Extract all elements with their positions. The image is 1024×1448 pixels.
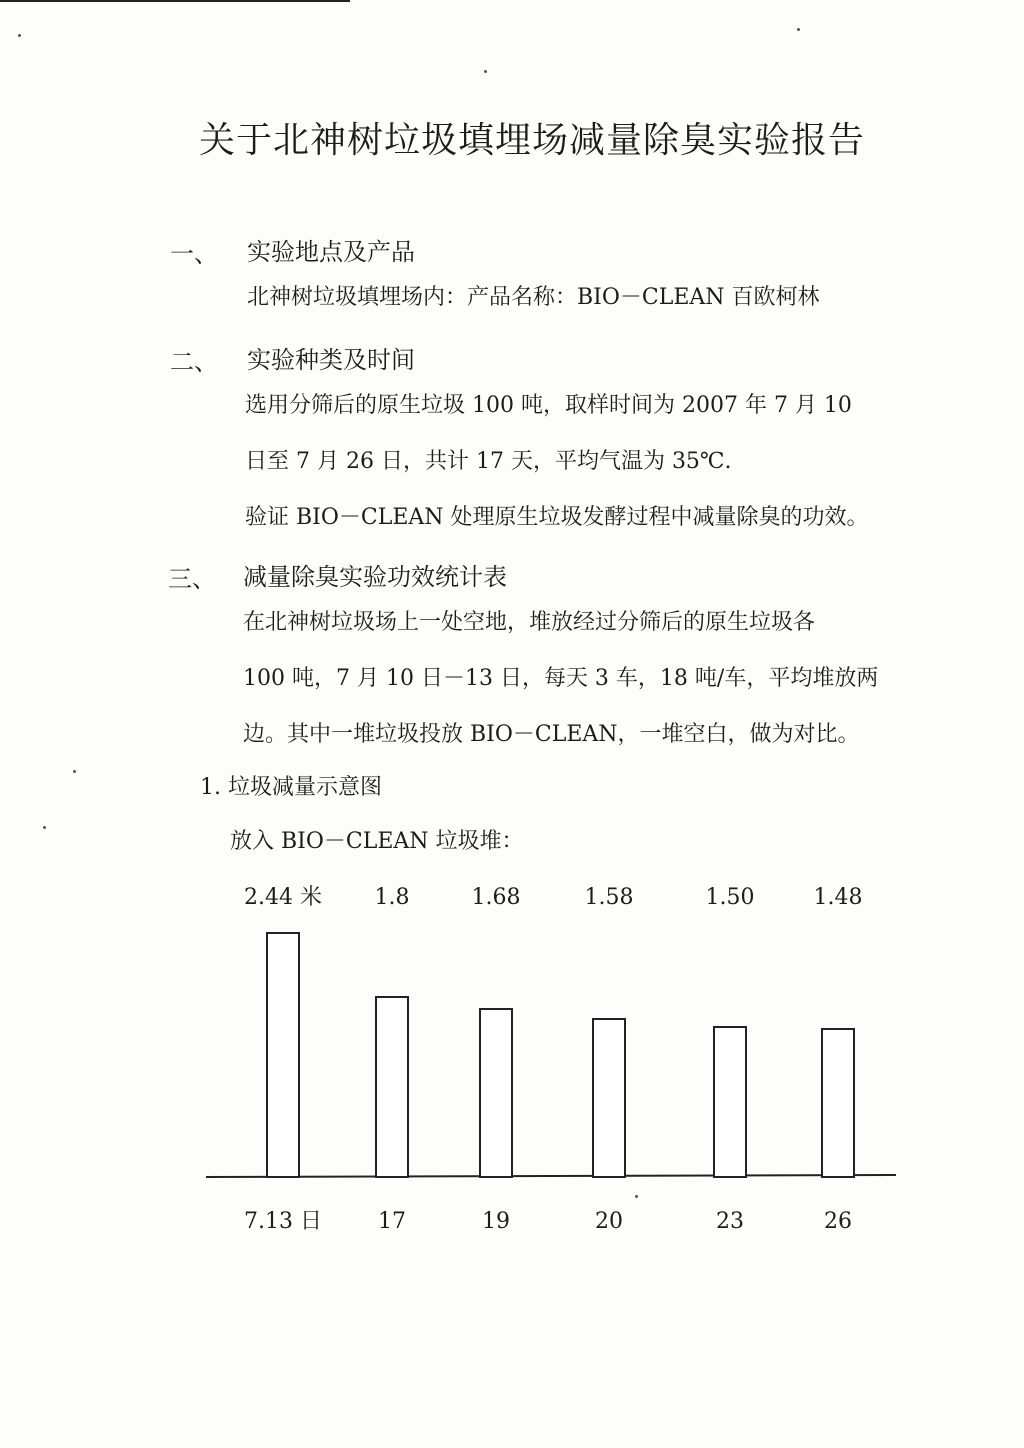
category-label: 19 — [482, 1209, 510, 1234]
category-label: 26 — [824, 1209, 852, 1234]
category-label: 20 — [595, 1209, 623, 1234]
bar — [593, 1019, 625, 1177]
scan-speck — [484, 70, 487, 73]
section-2-line: 日至 7 月 26 日，共计 17 天，平均气温为 35℃. — [245, 449, 732, 474]
scan-edge-line — [0, 0, 350, 2]
section-2-heading: 实验种类及时间 — [247, 346, 415, 374]
subsection-heading: 1. 垃圾减量示意图 — [200, 775, 382, 800]
waste-reduction-chart — [190, 870, 920, 1250]
scan-speck — [43, 826, 46, 829]
bar — [822, 1029, 854, 1177]
bar-value-label: 2.44 米 — [244, 885, 322, 910]
bar-value-label: 1.48 — [813, 885, 863, 910]
section-2-number: 二、 — [170, 348, 218, 376]
category-label: 17 — [378, 1209, 406, 1234]
section-3-line: 100 吨，7 月 10 日－13 日，每天 3 车，18 吨/车，平均堆放两 — [243, 666, 879, 691]
chart-caption: 放入 BIO－CLEAN 垃圾堆： — [230, 829, 524, 854]
bar-value-label: 1.8 — [374, 885, 410, 910]
section-3-line: 在北神树垃圾场上一处空地，堆放经过分筛后的原生垃圾各 — [243, 610, 816, 635]
scan-speck — [797, 28, 800, 31]
section-1-line: 北神树垃圾填埋场内：产品名称：BIO－CLEAN 百欧柯林 — [247, 285, 820, 310]
bar — [267, 933, 299, 1177]
category-label: 23 — [716, 1209, 744, 1234]
bar-value-label: 1.68 — [471, 885, 521, 910]
section-1-body — [247, 270, 820, 326]
section-3-number: 三、 — [168, 565, 216, 593]
section-2-body — [245, 378, 869, 546]
report-title: 关于北神树垃圾填埋场减量除臭实验报告 — [198, 120, 865, 161]
scan-speck — [73, 770, 76, 773]
section-2-line: 验证 BIO－CLEAN 处理原生垃圾发酵过程中减量除臭的功效。 — [245, 505, 869, 530]
bar — [480, 1009, 512, 1177]
bar-value-label: 1.58 — [584, 885, 634, 910]
section-3-heading: 减量除臭实验功效统计表 — [243, 563, 507, 591]
bar-value-label: 1.50 — [705, 885, 755, 910]
section-3-body — [243, 595, 878, 763]
section-1-heading: 实验地点及产品 — [247, 238, 415, 266]
bar — [376, 997, 408, 1177]
scan-speck — [18, 34, 21, 37]
bar — [714, 1027, 746, 1177]
category-label: 7.13 日 — [244, 1209, 322, 1234]
x-axis-line — [206, 1175, 896, 1177]
section-3-line: 边。其中一堆垃圾投放 BIO－CLEAN，一堆空白，做为对比。 — [243, 722, 860, 747]
section-2-line: 选用分筛后的原生垃圾 100 吨，取样时间为 2007 年 7 月 10 — [245, 393, 852, 418]
chart-svg — [190, 870, 920, 1250]
section-1-number: 一、 — [170, 240, 218, 268]
